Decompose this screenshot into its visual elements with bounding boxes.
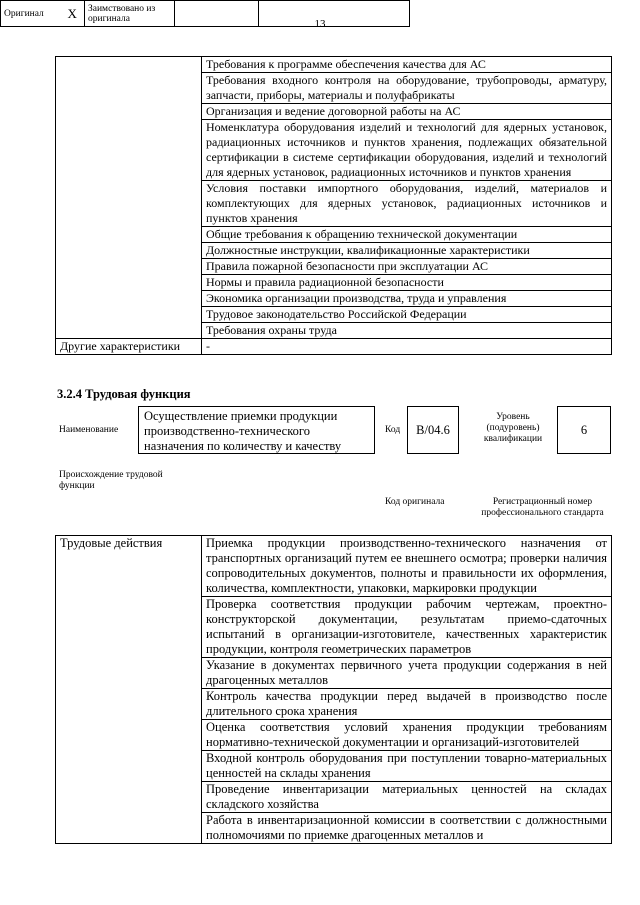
code-value-box: B/04.6 xyxy=(407,406,459,454)
origin-label: Происхождение трудовой функции xyxy=(59,470,163,491)
level-label: Уровень (подуровень) квалификации xyxy=(483,412,543,444)
knowledge-item: Требования к программе обеспечения качества для АС xyxy=(202,57,612,73)
left-label-cell xyxy=(56,57,202,339)
labor-action-item: Работа в инвентаризационной комиссии в соответствии с должностными полномочиями по приемке драгоценных металлов и xyxy=(202,813,612,844)
knowledge-item: Требования входного контроля на оборудование, трубопроводы, арматуру, запчасти, приборы, материалы и полуфабрикаты xyxy=(202,73,612,104)
labor-action-item: Оценка соответствия условий хранения продукции требованиям нормативно-технической документации и организаций-изготовителей xyxy=(202,720,612,751)
section-title: 3.2.4 Трудовая функция xyxy=(57,387,191,401)
knowledge-item: Организация и ведение договорной работы на АС xyxy=(202,104,612,120)
other-characteristics-value: - xyxy=(202,339,612,355)
table-row xyxy=(56,339,612,355)
name-label: Наименование xyxy=(59,425,119,435)
labor-action-item: Проведение инвентаризации материальных ценностей на складах складского хозяйства xyxy=(202,782,612,813)
labor-action-item: Проверка соответствия продукции рабочим чертежам, проектно-конструкторской документации, результатам приемо-сдаточных испытаний в организации-изготовителе, качественных характеристик продукции, контроля геометрических параметров xyxy=(202,597,612,658)
knowledge-item: Правила пожарной безопасности при эксплуатации АС xyxy=(202,259,612,275)
labor-action-item: Входной контроль оборудования при поступлении товарно-материальных ценностей на склады хранения xyxy=(202,751,612,782)
labor-actions-label: Трудовые действия xyxy=(56,536,202,844)
labor-action-item: Приемка продукции производственно-технического назначения от транспортных организаций путем ее внешнего осмотра; проверки наличия сопроводительных документов, полноты и правильности их оформления, количества, комплектности, упаковки, маркировки продукции xyxy=(202,536,612,597)
knowledge-item: Общие требования к обращению технической документации xyxy=(202,227,612,243)
original-cell: Оригинал xyxy=(1,1,61,27)
labor-action-item: Контроль качества продукции перед выдачей в производство после длительного срока хранения xyxy=(202,689,612,720)
knowledge-item: Нормы и правила радиационной безопасности xyxy=(202,275,612,291)
original-mark: X xyxy=(61,1,85,27)
knowledge-item: Требования охраны труда xyxy=(202,323,612,339)
borrowed-cell: Заимствовано из оригинала xyxy=(85,1,175,27)
knowledge-item: Должностные инструкции, квалификационные характеристики xyxy=(202,243,612,259)
knowledge-table xyxy=(55,56,612,355)
other-characteristics-label: Другие характеристики xyxy=(56,339,202,355)
code-label: Код xyxy=(385,425,401,435)
page-number: 13 xyxy=(314,18,326,30)
knowledge-item: Условия поставки импортного оборудования, изделий, материалов и комплектующих для ядерных установок, радиационных источников и пунктов хранения xyxy=(202,181,612,227)
labor-action-item: Указание в документах первичного учета продукции содержания в ней драгоценных металлов xyxy=(202,658,612,689)
knowledge-item: Номенклатура оборудования изделий и технологий для ядерных установок, радиационных источников и пунктов хранения, подлежащих обязательной сертификации в системе сертификации оборудования, изделий и технологий для ядерных установок, радиационных источников и пунктов хранения xyxy=(202,120,612,181)
table-row xyxy=(56,536,612,597)
knowledge-item: Экономика организации производства, труда и управления xyxy=(202,291,612,307)
knowledge-item: Трудовое законодательство Российской Федерации xyxy=(202,307,612,323)
labor-actions-table xyxy=(55,535,612,844)
level-value-box: 6 xyxy=(557,406,611,454)
table-row xyxy=(56,57,612,73)
reg-number-caption: Регистрационный номер профессионального стандарта xyxy=(481,497,604,518)
function-name-box: Осуществление приемки продукции производственно-технического назначения по количеству и качеству xyxy=(138,406,375,454)
code-original-caption: Код оригинала xyxy=(385,497,445,507)
